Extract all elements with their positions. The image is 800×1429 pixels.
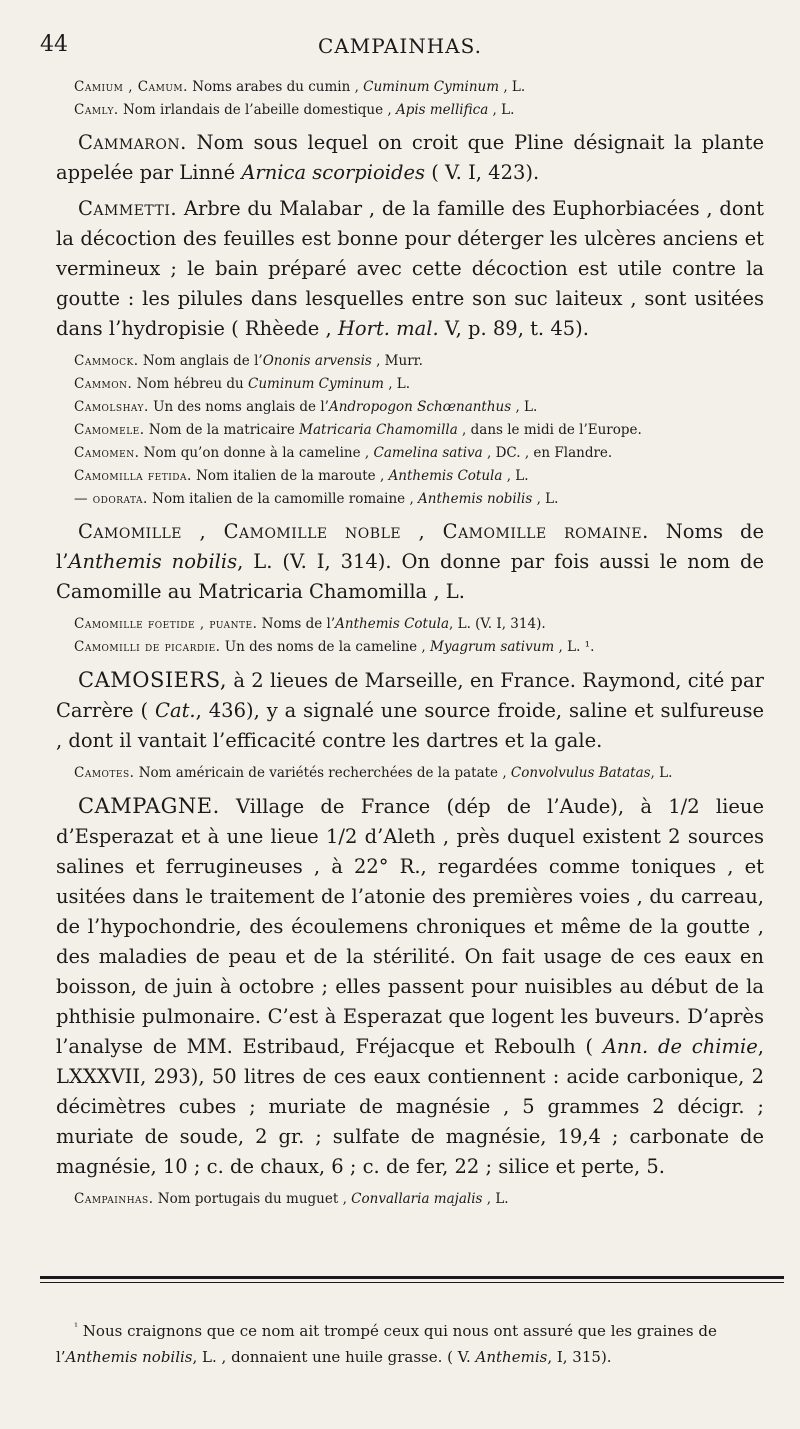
footnote-tail-2: , I, 315). — [547, 1348, 612, 1366]
entry-text: Un des noms de la cameline , — [220, 639, 431, 655]
entry-text: Village de France (dép de l’Aude), à 1/2 lieue d’Esperazat et à une lieue 1/2 d’Aleth , près duquel existent 2 sources salines et ferrugineuses , à 22° R., regardées comme toniques , et usitées dans le traitement de l’atonie des premières voies , du carreau, de l’hypochondrie, des écoulemens chroniques et même de la goutte , des maladies de peau et de la stérilité. On fait usage de ces eaux en boisson, de juin à octobre ; elles passent pour nuisibles au début de la phthisie pulmonaire. C’est à Esperazat que logent les buveurs. D’après l’analyse de MM. Estribaud, Fréjacque et Reboulh ( — [56, 795, 764, 1058]
entry-tail: , LXXXVII, 293), 50 litres de ces eaux contiennent : acide carbonique, 2 décimètres cubes ; muriate de magnésie , 5 grammes 2 décigr. ; muriate de soude, 2 gr. ; sulfate de magnésie, 19,4 ; carbonate de magnésie, 10 ; c. de chaux, 6 ; c. de fer, 22 ; silice et perte, 5. — [56, 1035, 764, 1178]
entry-headword: Camomilli de picardie. — [74, 639, 221, 655]
entry-tail: , L. (V. I, 314). — [449, 616, 546, 632]
entry-headword: Camolshay. — [74, 399, 149, 415]
dictionary-entry — [56, 1188, 764, 1211]
dictionary-entry — [56, 517, 764, 607]
entry-latin-name: Anthemis nobilis — [418, 491, 533, 507]
entry-tail: ( V. I, 423). — [425, 161, 540, 184]
entry-tail: , DC. , en Flandre. — [482, 445, 613, 461]
entry-latin-name: Apis mellifica — [395, 102, 489, 118]
entry-latin-name: Hort. mal. — [337, 317, 439, 340]
entry-text: Noms arabes du cumin , — [187, 79, 364, 95]
dictionary-entry — [56, 488, 764, 511]
entry-tail: , L. — [650, 765, 673, 781]
dictionary-entry — [56, 373, 764, 396]
entry-latin-name: Camelina sativa — [373, 445, 483, 461]
dictionary-entry — [56, 419, 764, 442]
entry-latin-name: Convolvulus Batatas — [510, 765, 651, 781]
entry-text: Un des noms anglais de l’ — [148, 399, 329, 415]
entry-tail: , 436), y a signalé une source froide, saline et sulfureuse , dont il vantait l’efficacité contre les dartres et la gale. — [56, 699, 764, 752]
dictionary-entry — [56, 791, 764, 1182]
entry-headword: Cammock. — [74, 353, 139, 369]
entry-tail: , L. — [502, 468, 529, 484]
entry-tail: , L. — [482, 1191, 509, 1207]
footnote-tail: , L. , donnaient une huile grasse. ( V. — [192, 1348, 476, 1366]
entry-latin-name: Cuminum Cyminum — [248, 376, 384, 392]
entry-tail: , Murr. — [371, 353, 423, 369]
entry-headword: Camotes. — [74, 765, 135, 781]
entry-text: Nom hébreu du — [132, 376, 249, 392]
footnote-italic-2: Anthemis — [475, 1348, 548, 1366]
entry-text: à 2 lieues de Marseille, en France. Raymond, cité par Carrère ( — [56, 669, 764, 722]
footnote-rule — [40, 1276, 784, 1279]
entry-headword: Camomille foetide , puante. — [74, 616, 258, 632]
entry-text: Noms de l’ — [56, 520, 764, 573]
page-header — [40, 32, 760, 66]
entry-tail: , L. — [383, 376, 411, 392]
dictionary-entry — [56, 76, 764, 99]
entry-text: Nom italien de la maroute , — [191, 468, 389, 484]
entry-latin-name: Myagrum sativum — [430, 639, 555, 655]
entry-headword: Camium , Camum. — [74, 79, 188, 95]
entry-headword: Cammon. — [74, 376, 133, 392]
entry-latin-name: Arnica scorpioides — [241, 161, 425, 184]
footnote-marker: ¹ — [74, 1322, 79, 1333]
entry-latin-name: Anthemis nobilis — [68, 550, 238, 573]
footnote — [56, 1315, 788, 1370]
entry-text: Nom portugais du muguet , — [153, 1191, 352, 1207]
dictionary-entry — [56, 350, 764, 373]
footnote-text: Nous craignons que ce nom ait trompé ceux qui nous ont assuré que les graines de l’ — [56, 1322, 717, 1366]
entry-text: Nom qu’on donne à la cameline , — [139, 445, 374, 461]
entry-headword: Camomilla fetida. — [74, 468, 192, 484]
entry-headword: Camomele. — [74, 422, 145, 438]
entry-text: Arbre du Malabar , de la famille des Euphorbiacées , dont la décoction des feuilles est bonne pour déterger les ulcères anciens et vermineux ; le bain préparé avec cette décoction est utile contre la goutte : les pilules dans lesquelles entre son suc laiteux , sont usitées dans l’hydropisie ( Rhèede , — [56, 197, 764, 340]
footnote-italic: Anthemis nobilis — [65, 1348, 193, 1366]
entry-tail: , L. — [532, 491, 559, 507]
entry-text: Nom irlandais de l’abeille domestique , — [118, 102, 396, 118]
dictionary-entry — [56, 613, 764, 636]
entry-latin-name: Matricaria Chamomilla — [299, 422, 458, 438]
entry-headword: — odorata. — [74, 491, 148, 507]
entry-text: Nom italien de la camomille romaine , — [147, 491, 419, 507]
dictionary-entry — [56, 762, 764, 785]
page-number: 44 — [40, 32, 68, 57]
entry-headword: Campainhas. — [74, 1191, 154, 1207]
entry-latin-name: Ann. de chimie — [602, 1035, 758, 1058]
entry-latin-name: Anthemis Cotula — [388, 468, 503, 484]
dictionary-entry — [56, 128, 764, 188]
footnote-rule-thin — [40, 1282, 784, 1283]
entry-text: Nom de la matricaire — [144, 422, 300, 438]
dictionary-entry — [56, 665, 764, 756]
entry-text: Noms de l’ — [257, 616, 336, 632]
running-title: CAMPAINHAS. — [318, 34, 482, 58]
entry-latin-name: Convallaria majalis — [351, 1191, 483, 1207]
dictionary-entry — [56, 396, 764, 419]
entry-headword: CAMPAGNE. — [78, 794, 220, 818]
entry-tail: , L. — [511, 399, 538, 415]
entries-list — [56, 76, 764, 1211]
entry-tail: , L. ¹. — [554, 639, 595, 655]
entry-latin-name: Andropogon Schœnanthus — [328, 399, 512, 415]
entry-headword: Cammetti. — [78, 197, 178, 220]
entry-tail: , dans le midi de l’Europe. — [457, 422, 642, 438]
entry-headword: Camly. — [74, 102, 119, 118]
dictionary-entry — [56, 465, 764, 488]
entry-tail: , L. (V. I, 314). On donne par fois aussi le nom de Camomille au Matricaria Chamomilla , L. — [56, 550, 764, 603]
dictionary-entry — [56, 99, 764, 122]
entry-headword: Camomen. — [74, 445, 140, 461]
dictionary-entry — [56, 194, 764, 344]
entry-text: Nom américain de variétés recherchées de la patate , — [134, 765, 511, 781]
entry-tail: V, p. 89, t. 45). — [438, 317, 589, 340]
entry-headword: CAMOSIERS, — [78, 668, 228, 692]
entry-latin-name: Anthemis Cotula — [335, 616, 450, 632]
entry-tail: , L. — [499, 79, 526, 95]
dictionary-entry — [56, 442, 764, 465]
entry-latin-name: Cuminum Cyminum — [363, 79, 500, 95]
entry-latin-name: Cat. — [155, 699, 196, 722]
entry-text: Nom sous lequel on croit que Pline désignait la plante appelée par Linné — [56, 131, 764, 184]
entry-latin-name: Ononis arvensis — [262, 353, 372, 369]
entry-tail: , L. — [488, 102, 515, 118]
dictionary-entry — [56, 636, 764, 659]
entry-text: Nom anglais de l’ — [138, 353, 263, 369]
entry-headword: Cammaron. — [78, 131, 187, 154]
entry-headword: Camomille , Camomille noble , Camomille romaine. — [78, 520, 649, 543]
